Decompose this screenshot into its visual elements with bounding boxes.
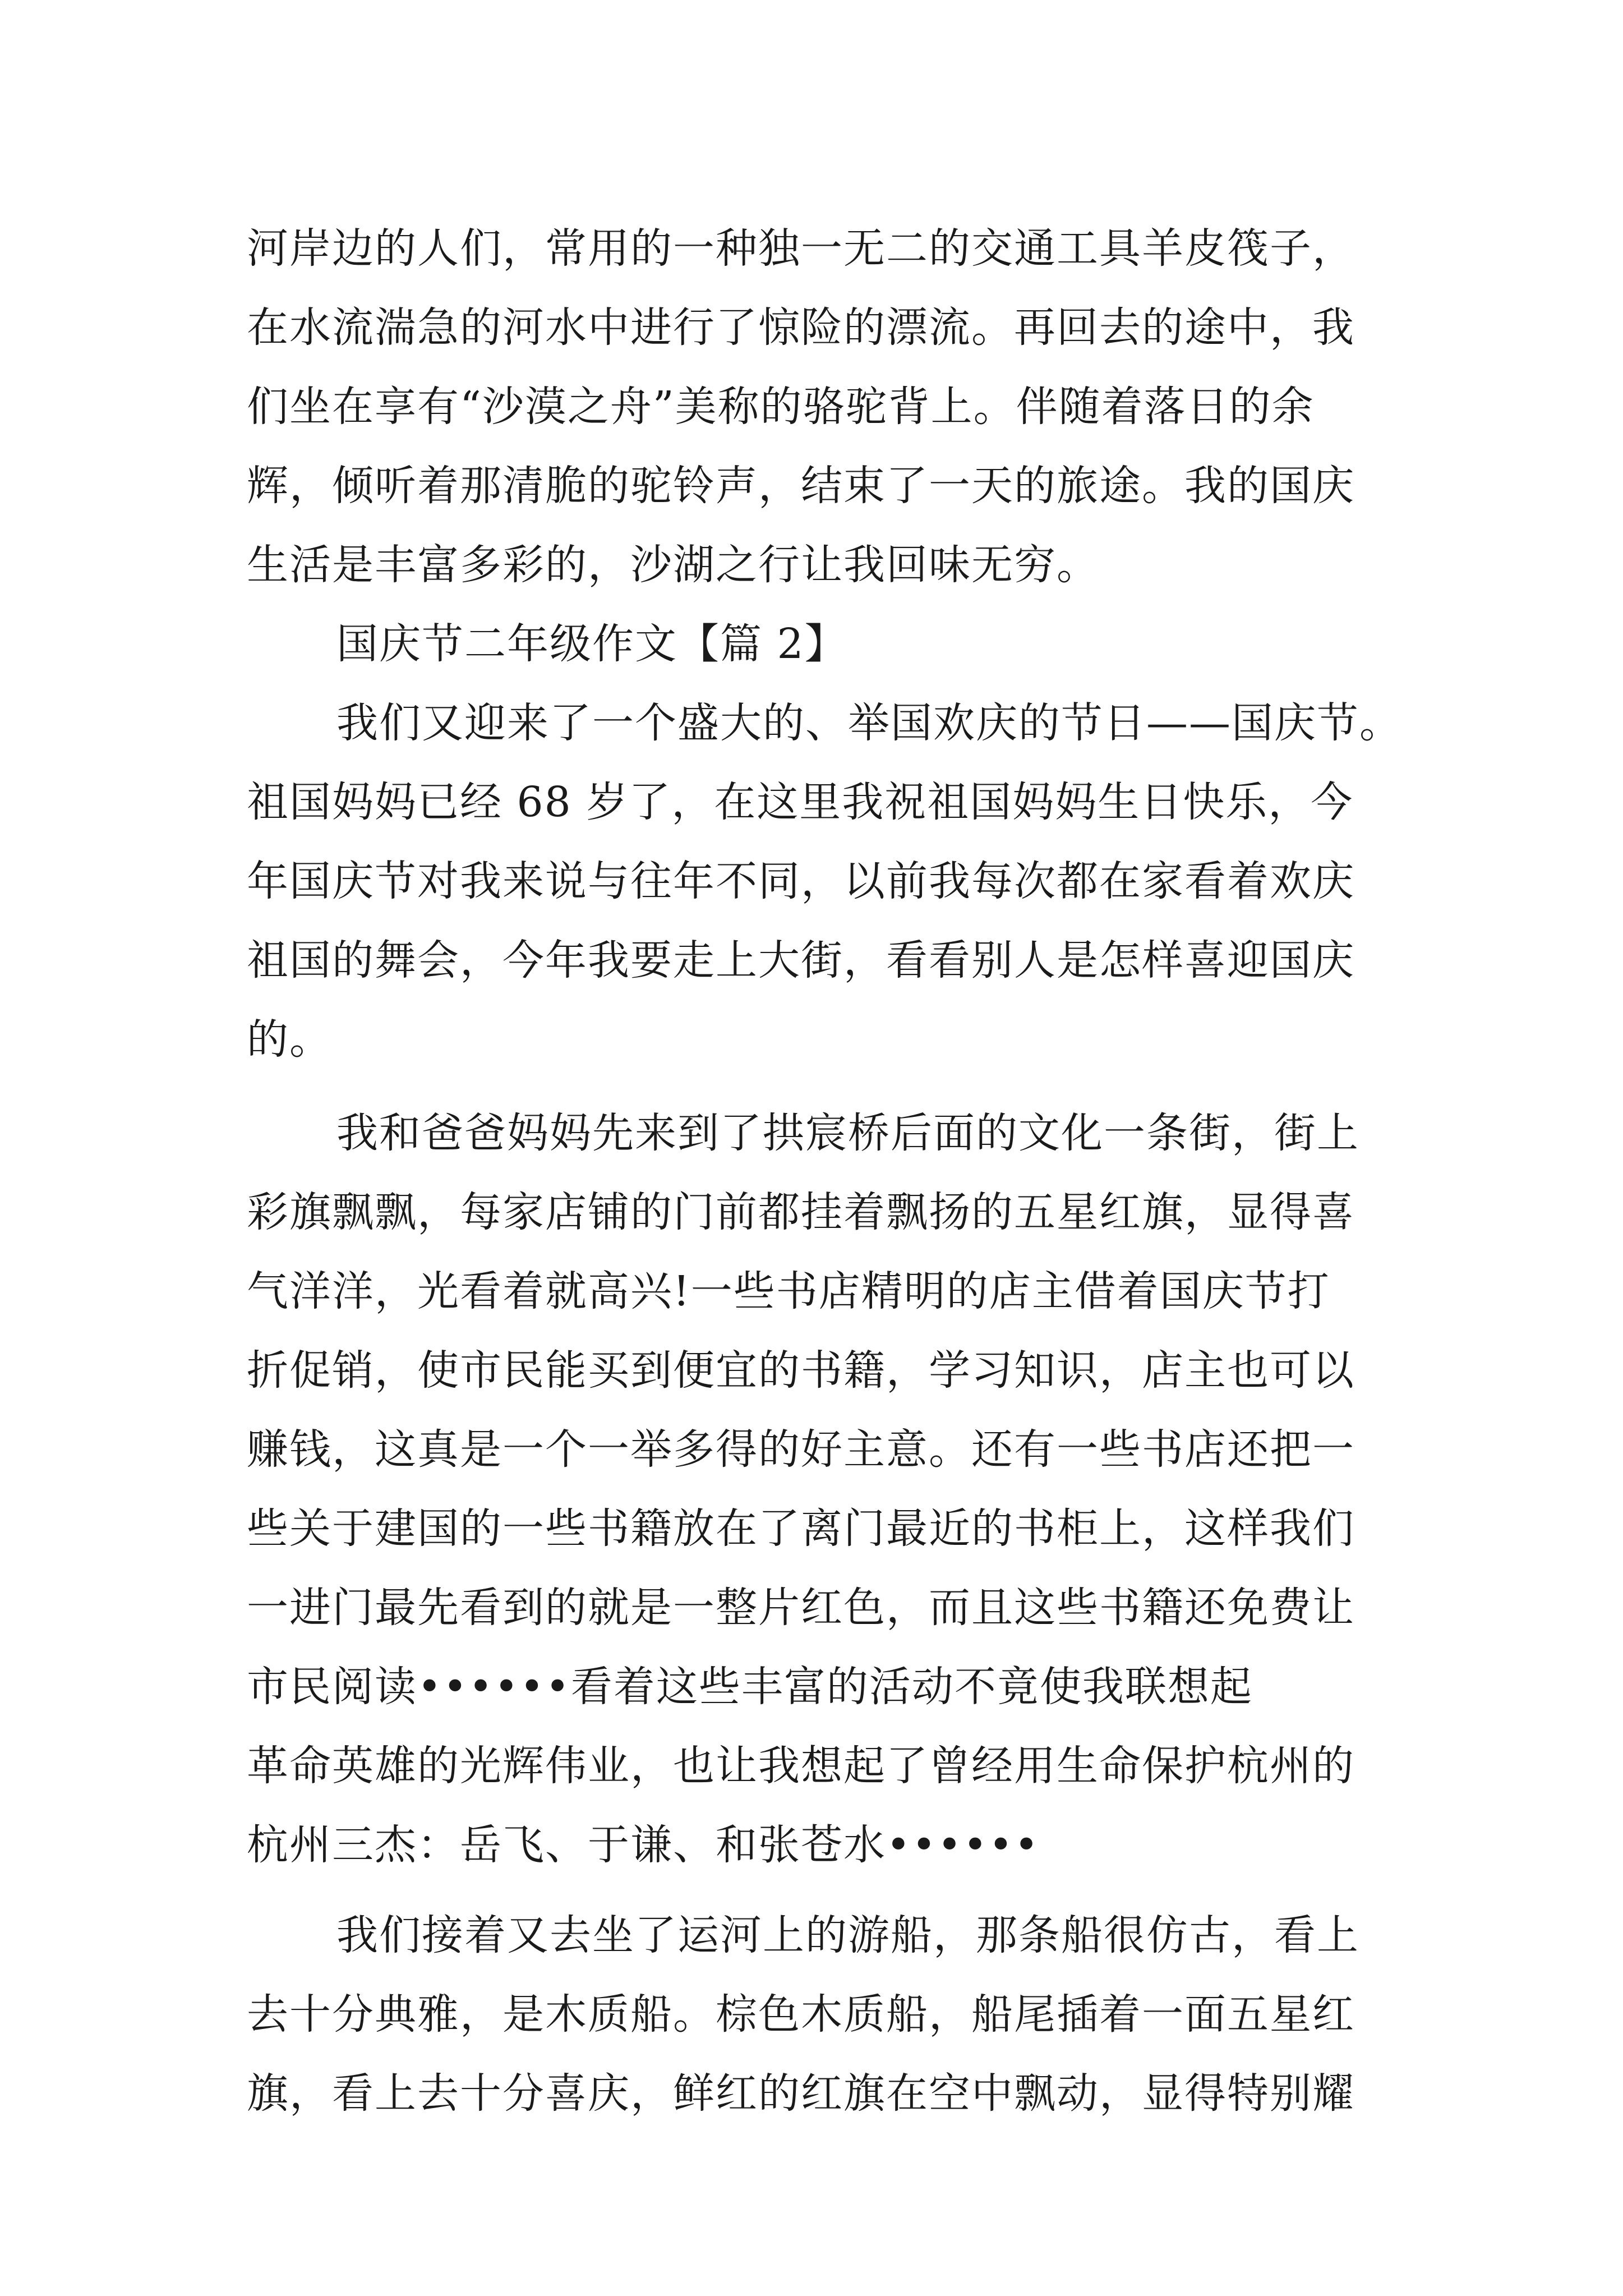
paragraph-line: 祖国妈妈已经 68 岁了，在这里我祝祖国妈妈生日快乐，今	[247, 778, 1354, 826]
paragraph-line: 生活是丰富多彩的，沙湖之行让我回味无穷。	[247, 541, 1099, 589]
section-heading: 国庆节二年级作文【篇 2】	[336, 620, 847, 668]
paragraph-line: 杭州三杰：岳飞、于谦、和张苍水••••••	[247, 1821, 1040, 1869]
paragraph-line: 辉，倾听着那清脆的驼铃声，结束了一天的旅途。我的国庆	[247, 462, 1355, 510]
paragraph-line: 革命英雄的光辉伟业，也让我想起了曾经用生命保护杭州的	[247, 1742, 1355, 1790]
paragraph-line: 彩旗飘飘，每家店铺的门前都挂着飘扬的五星红旗，显得喜	[247, 1188, 1355, 1236]
paragraph-line: 祖国的舞会，今年我要走上大街，看看别人是怎样喜迎国庆	[247, 936, 1355, 984]
paragraph-line: 一进门最先看到的就是一整片红色，而且这些书籍还免费让	[247, 1584, 1355, 1632]
paragraph-line: 市民阅读••••••看着这些丰富的活动不竟使我联想起	[247, 1663, 1253, 1711]
paragraph-line: 赚钱，这真是一个一举多得的好主意。还有一些书店还把一	[247, 1425, 1355, 1474]
paragraph-line: 年国庆节对我来说与往年不同，以前我每次都在家看着欢庆	[247, 857, 1355, 905]
paragraph-line: 们坐在享有“沙漠之舟”美称的骆驼背上。伴随着落日的余	[247, 383, 1315, 431]
paragraph-line: 去十分典雅，是木质船。棕色木质船，船尾插着一面五星红	[247, 1990, 1355, 2039]
paragraph-line: 河岸边的人们，常用的一种独一无二的交通工具羊皮筏子，	[247, 224, 1355, 273]
paragraph-line: 我和爸爸妈妈先来到了拱宸桥后面的文化一条街，街上	[336, 1109, 1359, 1157]
paragraph-line: 的。	[247, 1015, 332, 1064]
paragraph-line: 些关于建国的一些书籍放在了离门最近的书柜上，这样我们	[247, 1504, 1355, 1553]
paragraph-line: 气洋洋，光看着就高兴!一些书店精明的店主借着国庆节打	[247, 1267, 1330, 1315]
paragraph-line: 旗，看上去十分喜庆，鲜红的红旗在空中飘动，显得特别耀	[247, 2069, 1355, 2118]
paragraph-line: 折促销，使市民能买到便宜的书籍，学习知识，店主也可以	[247, 1346, 1355, 1395]
paragraph-line: 我们接着又去坐了运河上的游船，那条船很仿古，看上	[336, 1911, 1359, 1959]
paragraph-line: 在水流湍急的河水中进行了惊险的漂流。再回去的途中，我	[247, 303, 1355, 352]
paragraph-line: 我们又迎来了一个盛大的、举国欢庆的节日——国庆节。	[336, 699, 1402, 747]
